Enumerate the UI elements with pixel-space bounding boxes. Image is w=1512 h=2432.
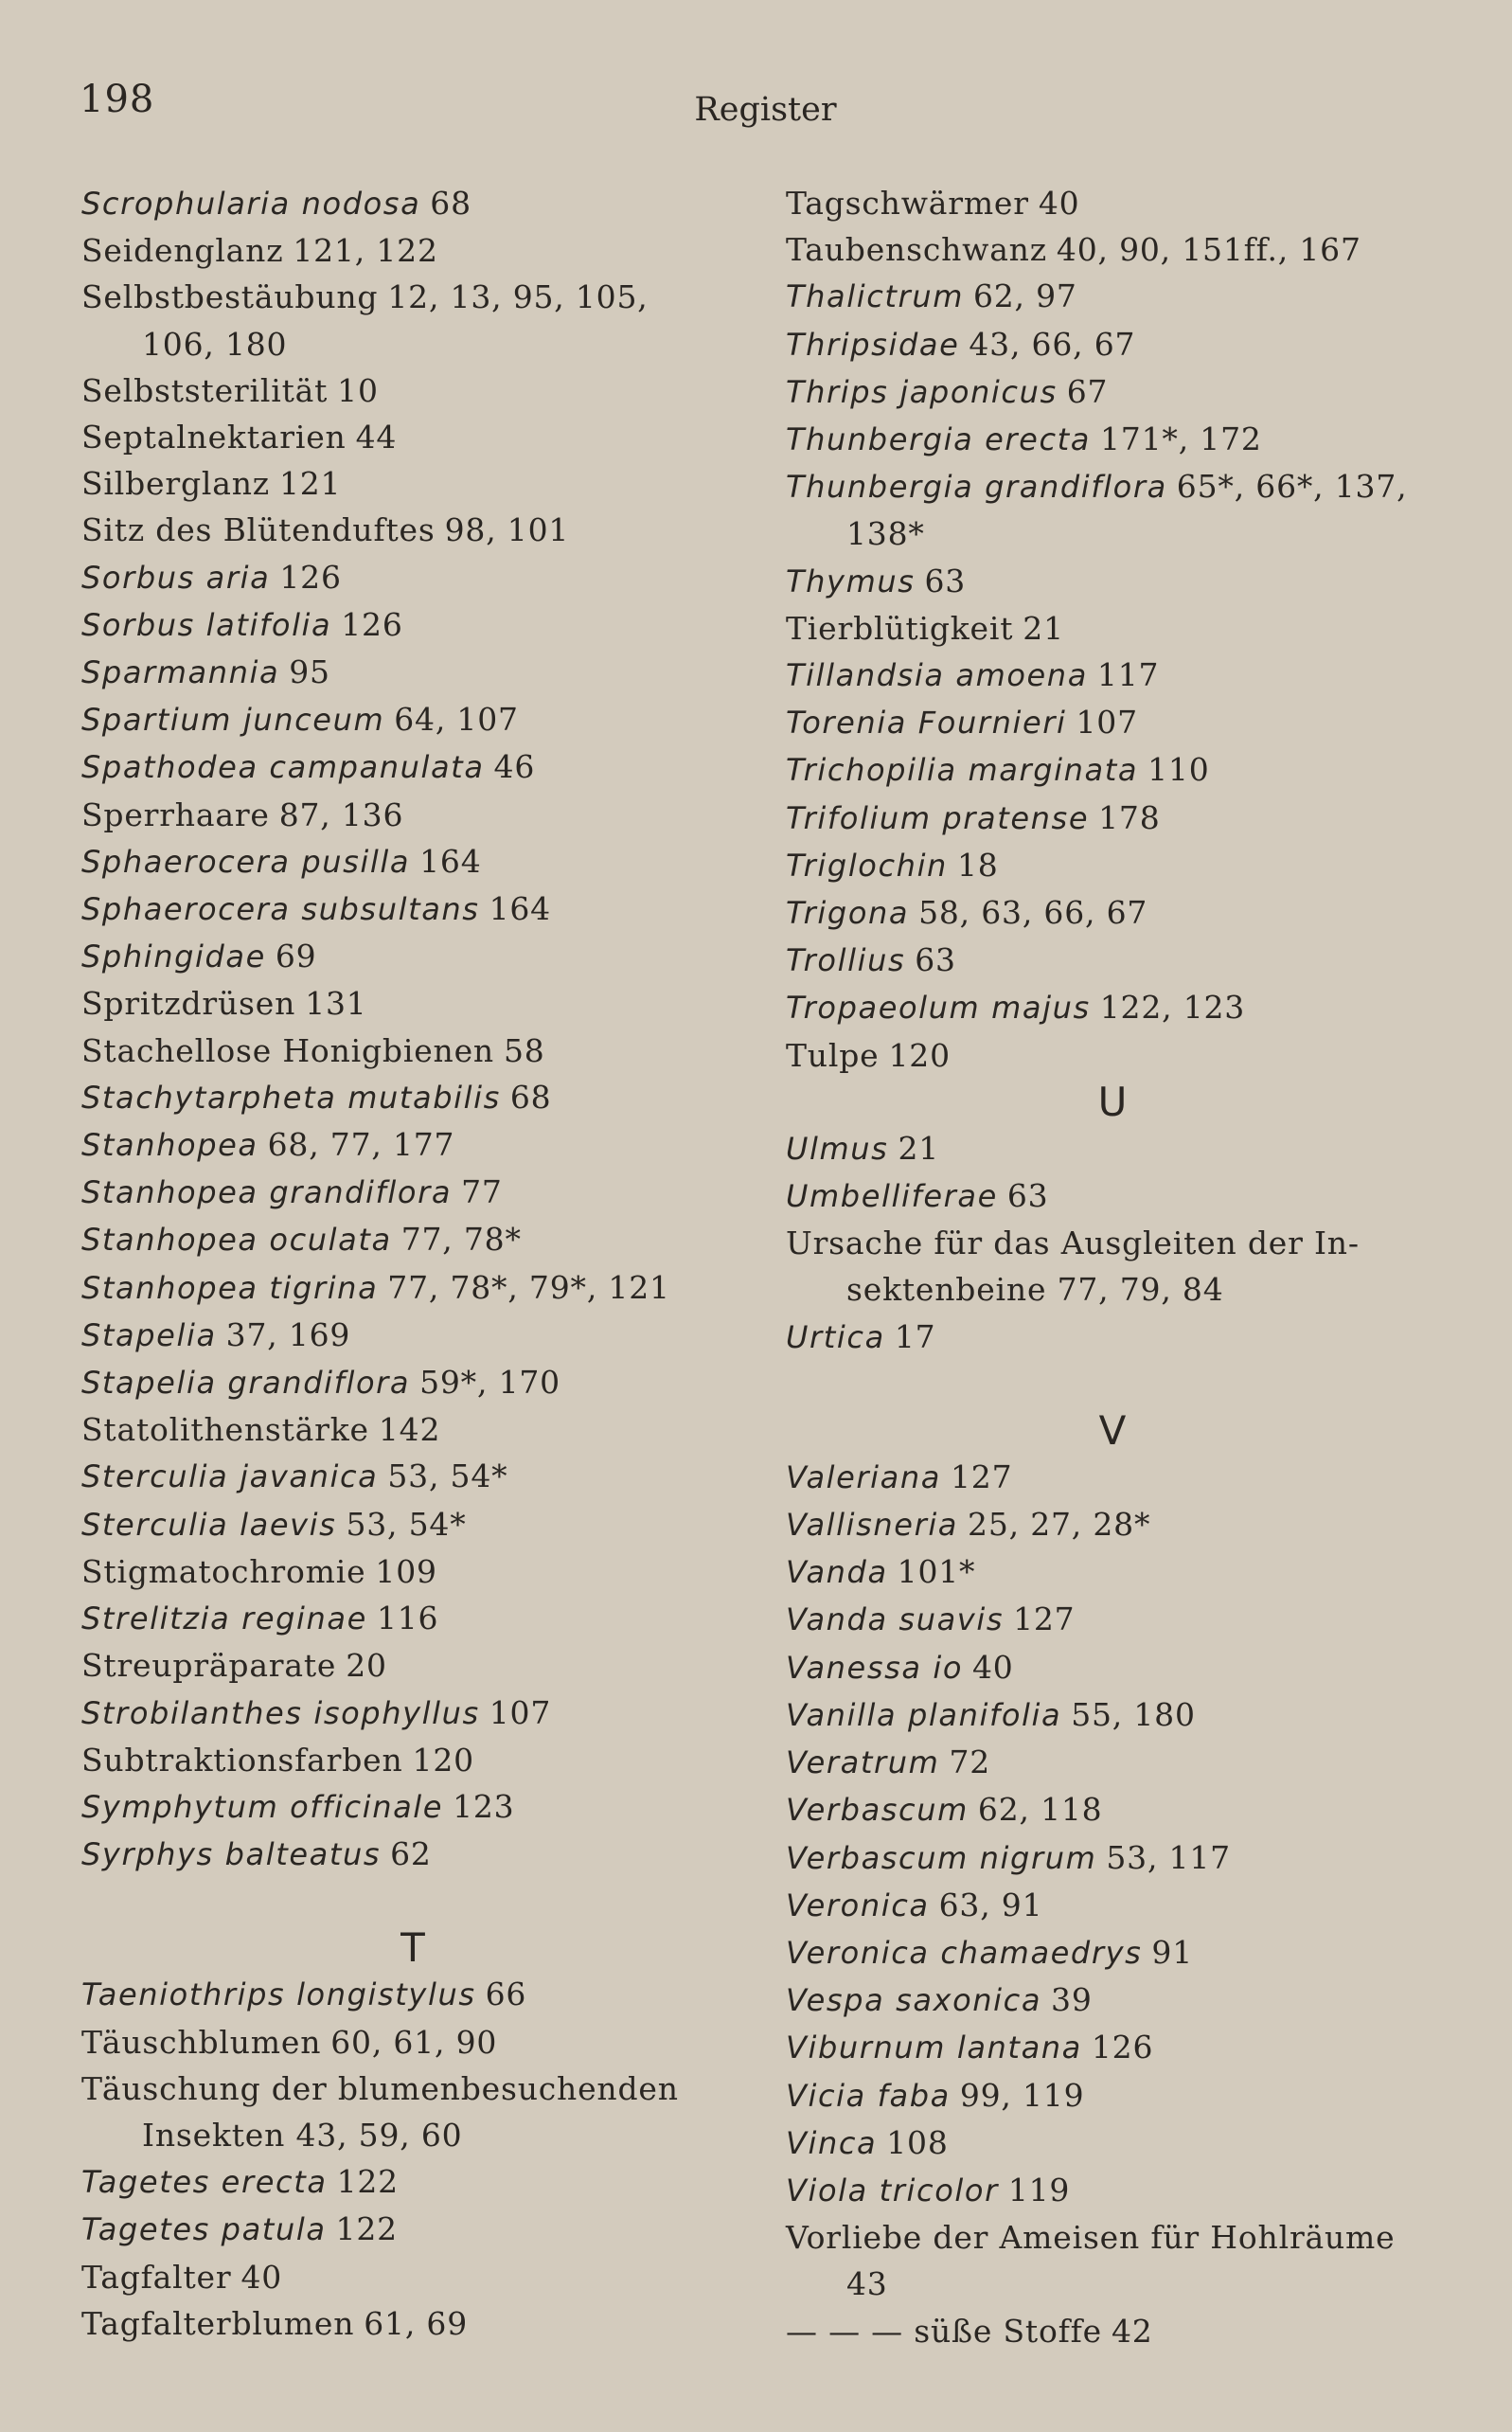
- index-page-refs: 126: [279, 558, 342, 596]
- index-term: Vorliebe der Ameisen für Hohlräume: [786, 2219, 1396, 2257]
- index-page-refs: 37, 169: [225, 1315, 351, 1353]
- index-entry: [786, 1596, 1439, 1643]
- index-term: Veronica: [786, 1887, 930, 1923]
- index-entry: [81, 2019, 744, 2065]
- running-head-title: Register: [694, 91, 837, 129]
- index-entry: [786, 652, 1439, 699]
- index-term: Scrophularia nodosa: [81, 186, 421, 222]
- index-page-refs: 21: [898, 1129, 940, 1167]
- index-term: Trollius: [786, 942, 906, 979]
- index-entry: [81, 980, 744, 1027]
- index-entry: [786, 937, 1439, 984]
- index-term: Viburnum lantana: [786, 2030, 1082, 2066]
- index-page-refs: 110: [1147, 751, 1210, 789]
- index-entry: [786, 1220, 1439, 1266]
- index-page-refs: 62: [390, 1835, 432, 1873]
- index-page-refs: 121, 122: [293, 232, 438, 270]
- index-term: Tagetes erecta: [81, 2164, 328, 2201]
- index-entry: [786, 2119, 1439, 2167]
- index-page-refs: 87, 136: [278, 796, 404, 833]
- index-term: Stanhopea grandiflora: [81, 1174, 453, 1211]
- index-entry: [81, 1074, 744, 1121]
- index-entry: [81, 1453, 744, 1500]
- index-entry: [81, 1359, 744, 1406]
- index-page-refs: 178: [1098, 798, 1161, 836]
- index-page-refs: 66: [485, 1976, 527, 2013]
- index-entry: [81, 1028, 744, 1074]
- index-page-refs: 39: [1051, 1981, 1093, 2019]
- index-term: Urtica: [786, 1318, 885, 1355]
- index-entry: [786, 2167, 1439, 2214]
- index-term: Selbstbestäubung: [81, 278, 379, 316]
- running-head: [0, 91, 1512, 129]
- index-page-refs: 127: [1013, 1600, 1076, 1638]
- index-term: Taubenschwanz: [786, 231, 1047, 269]
- index-page-refs: 25, 27, 28*: [968, 1506, 1151, 1544]
- index-term: Verbascum: [786, 1792, 969, 1829]
- index-term: Syrphys balteatus: [81, 1836, 382, 1873]
- index-entry: [81, 743, 744, 791]
- index-term: Vicia faba: [786, 2077, 951, 2114]
- index-page-refs: 53, 54*: [387, 1457, 508, 1495]
- index-term: Ulmus: [786, 1130, 889, 1167]
- index-entry: [786, 605, 1439, 652]
- index-term: Sphaerocera subsultans: [81, 891, 480, 928]
- index-page-refs: 44: [355, 419, 398, 456]
- index-term: Valeriana: [786, 1458, 941, 1495]
- index-page-refs: 119: [1007, 2171, 1071, 2208]
- index-term: Tillandsia amoena: [786, 657, 1088, 694]
- index-term: Strelitzia reginae: [81, 1600, 367, 1637]
- index-page-refs: 58, 63, 66, 67: [918, 894, 1148, 932]
- index-page-refs: 122: [336, 2163, 399, 2201]
- index-entry: [786, 1125, 1439, 1172]
- index-page-refs: 122: [335, 2210, 398, 2248]
- index-entry: [786, 1548, 1439, 1596]
- index-entry: [786, 463, 1439, 510]
- index-page-refs: 53, 54*: [346, 1505, 467, 1543]
- index-page-refs: 40: [972, 1648, 1014, 1686]
- index-page-refs: 142: [378, 1411, 441, 1449]
- index-term: Triglochin: [786, 847, 948, 884]
- index-term: Vallisneria: [786, 1507, 959, 1544]
- index-entry: [81, 1216, 744, 1263]
- index-page-refs: 67: [1066, 372, 1109, 410]
- index-term: Stapelia grandiflora: [81, 1365, 411, 1402]
- index-entry: [81, 1312, 744, 1359]
- index-entry-continuation: 106, 180: [142, 325, 288, 363]
- index-page-refs: 62, 118: [977, 1791, 1103, 1829]
- index-entry: [786, 795, 1439, 842]
- index-entry: [81, 1548, 744, 1595]
- index-page-refs: 17: [894, 1317, 936, 1355]
- section-letter: T: [400, 1924, 425, 1972]
- index-term: Septalnektarien: [81, 419, 347, 456]
- index-entry: [81, 1501, 744, 1548]
- index-entry: [786, 699, 1439, 746]
- index-term: Tagfalter: [81, 2258, 232, 2296]
- index-entry: [81, 460, 744, 507]
- index-page-refs: 53, 117: [1106, 1838, 1231, 1876]
- index-entry: [786, 1882, 1439, 1929]
- index-term: Tagfalterblumen: [81, 2304, 355, 2342]
- index-page-refs: 120: [888, 1036, 951, 1074]
- index-entry: [81, 1642, 744, 1689]
- index-term: Subtraktionsfarben: [81, 1741, 403, 1779]
- index-page-refs: 171*, 172: [1100, 420, 1262, 458]
- index-term: Vanilla planifolia: [786, 1696, 1062, 1733]
- index-entry: [786, 1834, 1439, 1882]
- index-entry: [81, 1971, 744, 2018]
- section-gap: [786, 1361, 1439, 1407]
- index-term: Sorbus latifolia: [81, 606, 332, 643]
- index-page-refs: 65*, 66*, 137,: [1176, 468, 1408, 506]
- index-entry: [81, 933, 744, 980]
- index-term: Symphytum officinale: [81, 1788, 444, 1825]
- index-term: Stachellose Honigbienen: [81, 1031, 494, 1069]
- index-page-refs: 101*: [897, 1553, 976, 1591]
- index-entry: [81, 2206, 744, 2253]
- index-term: Trifolium pratense: [786, 799, 1090, 836]
- index-term: Tagetes patula: [81, 2211, 327, 2248]
- index-page-refs: 40, 90, 151ff., 167: [1056, 231, 1361, 269]
- index-term: Thymus: [786, 563, 916, 599]
- index-page-refs: 109: [375, 1552, 437, 1590]
- index-page-refs: 126: [1091, 2029, 1154, 2066]
- index-term: Vanda: [786, 1554, 888, 1591]
- index-entry: [786, 1501, 1439, 1548]
- index-term: Viola tricolor: [786, 2172, 999, 2208]
- index-entry: [81, 2065, 744, 2112]
- index-entry: [81, 1406, 744, 1453]
- index-page-refs: 58: [503, 1031, 545, 1069]
- index-page-refs: 42: [1112, 2312, 1153, 2350]
- index-page-refs: 20: [346, 1647, 387, 1685]
- index-term: Vanda suavis: [786, 1601, 1005, 1638]
- index-page-refs: 62, 97: [972, 277, 1077, 315]
- index-entry: [81, 1737, 744, 1783]
- index-page-refs: 108: [886, 2123, 949, 2161]
- index-page-refs: 77, 78*: [400, 1221, 522, 1259]
- index-entry: [786, 368, 1439, 416]
- index-page-refs: 107: [1076, 704, 1138, 742]
- index-entry: [786, 1644, 1439, 1691]
- index-term: Selbststerilität: [81, 371, 329, 409]
- index-term: Thrips japonicus: [786, 373, 1058, 410]
- index-term: Tropaeolum majus: [786, 990, 1091, 1027]
- index-entry: [786, 273, 1439, 320]
- index-page-refs: 40: [240, 2258, 283, 2296]
- index-term: Thunbergia erecta: [786, 421, 1092, 458]
- page-number: 198: [80, 78, 155, 121]
- section-letter: V: [1098, 1406, 1127, 1454]
- index-term: Taeniothrips longistylus: [81, 1976, 476, 2013]
- index-page-refs: 120: [412, 1741, 474, 1779]
- index-term: Täuschung der blumenbesuchenden: [81, 2069, 679, 2107]
- index-entry: [81, 1595, 744, 1642]
- index-entry: [81, 2254, 744, 2300]
- index-entry: [81, 2158, 744, 2206]
- index-term: Tulpe: [786, 1036, 880, 1074]
- index-page-refs: 122, 123: [1099, 989, 1246, 1027]
- index-page-refs: 77: [461, 1173, 503, 1211]
- index-column-right: [786, 180, 1439, 2354]
- index-entry: [786, 226, 1439, 273]
- index-entry-continuation: 138*: [846, 515, 925, 553]
- index-entry: [786, 1032, 1439, 1079]
- index-entry: [81, 554, 744, 601]
- index-entry: [81, 414, 744, 460]
- index-term: Sphaerocera pusilla: [81, 843, 411, 880]
- index-entry: [786, 2024, 1439, 2071]
- index-page-refs: 60, 61, 90: [330, 2023, 498, 2061]
- index-entry: [786, 1691, 1439, 1739]
- index-term: Thripsidae: [786, 326, 960, 363]
- index-page-refs: 116: [376, 1600, 439, 1637]
- index-entry: [81, 1783, 744, 1831]
- index-term: Spritzdrüsen: [81, 985, 296, 1023]
- index-page-refs: 64, 107: [394, 701, 519, 739]
- index-page-refs: 43, 66, 67: [969, 325, 1136, 363]
- index-entry: [81, 180, 744, 227]
- index-term: Thunbergia grandiflora: [786, 469, 1167, 506]
- index-page-refs: 72: [949, 1744, 991, 1781]
- index-entry: [786, 321, 1439, 368]
- index-entry: [786, 1454, 1439, 1501]
- index-entry-continuation: 43: [846, 2265, 888, 2303]
- index-entry-continuation: Insekten 43, 59, 60: [142, 2116, 463, 2154]
- index-entry: [786, 842, 1439, 889]
- index-term: Trigona: [786, 895, 910, 932]
- index-page-refs: 61, 69: [364, 2304, 469, 2342]
- index-term: Silberglanz: [81, 465, 270, 503]
- index-term: Stanhopea oculata: [81, 1222, 392, 1259]
- index-entry: [81, 227, 744, 274]
- index-term: Vanessa io: [786, 1649, 964, 1686]
- index-term: Sterculia javanica: [81, 1458, 379, 1495]
- index-page-refs: 68: [430, 185, 471, 222]
- index-entry: [81, 792, 744, 838]
- index-page-refs: 46: [493, 748, 536, 786]
- index-entry: [81, 367, 744, 414]
- index-entry: [81, 838, 744, 885]
- index-term: Vinca: [786, 2124, 878, 2161]
- index-entry: [786, 889, 1439, 937]
- index-term: Sphingidae: [81, 939, 266, 975]
- index-entry: [81, 507, 744, 553]
- index-entry: [786, 1786, 1439, 1833]
- index-term: Sitz des Blütenduftes: [81, 511, 436, 549]
- index-page-refs: 126: [341, 605, 403, 643]
- index-entry: [81, 1264, 744, 1312]
- index-entry: [81, 1169, 744, 1216]
- index-page-refs: 91: [1151, 1933, 1194, 1971]
- index-page-refs: 69: [275, 938, 317, 975]
- index-term: Sorbus aria: [81, 559, 271, 596]
- index-page-refs: 117: [1096, 656, 1160, 694]
- index-entry: [786, 180, 1439, 226]
- index-entry: [81, 649, 744, 696]
- index-page-refs: 121: [278, 465, 342, 503]
- index-entry: [786, 1929, 1439, 1976]
- index-page-refs: 63, 91: [938, 1886, 1043, 1923]
- section-letter: U: [1097, 1078, 1128, 1125]
- index-page-refs: 95: [289, 653, 330, 691]
- index-term: Vespa saxonica: [786, 1982, 1042, 2019]
- index-term: Ursache für das Ausgleiten der In-: [786, 1225, 1360, 1262]
- index-page-refs: 107: [489, 1693, 552, 1731]
- index-page-refs: 63: [924, 562, 967, 599]
- index-term: Trichopilia marginata: [786, 752, 1139, 789]
- index-page-refs: 98, 101: [444, 511, 570, 549]
- index-page-refs: 55, 180: [1071, 1695, 1196, 1733]
- index-term: Verbascum nigrum: [786, 1839, 1097, 1876]
- index-term: Veratrum: [786, 1744, 940, 1781]
- index-term: Täuschblumen: [81, 2023, 322, 2061]
- index-term: Sperrhaare: [81, 796, 270, 833]
- index-entry: [81, 274, 744, 320]
- index-term: Seidenglanz: [81, 232, 284, 270]
- index-page-refs: 68: [509, 1078, 552, 1116]
- index-entry: [81, 1690, 744, 1737]
- index-term: Umbelliferae: [786, 1178, 998, 1215]
- index-term: Stanhopea: [81, 1127, 258, 1164]
- index-entry: [786, 984, 1439, 1031]
- index-entry: [81, 696, 744, 743]
- index-term: Stanhopea tigrina: [81, 1269, 379, 1306]
- index-page-refs: 131: [305, 985, 367, 1023]
- index-term: Streupräparate: [81, 1647, 337, 1685]
- index-page-refs: 164: [419, 842, 482, 880]
- index-term: Veronica chamaedrys: [786, 1934, 1143, 1971]
- index-entry: [786, 416, 1439, 463]
- index-page-refs: 18: [956, 846, 999, 884]
- index-term: Stachytarpheta mutabilis: [81, 1079, 501, 1116]
- index-entry: [786, 1976, 1439, 2024]
- index-term: — — — süße Stoffe: [786, 2312, 1103, 2350]
- index-entry: [786, 1172, 1439, 1220]
- index-term: Thalictrum: [786, 278, 964, 315]
- index-entry: [81, 1121, 744, 1169]
- index-page-refs: 63: [915, 941, 956, 979]
- section-gap: [81, 1878, 744, 1924]
- index-term: Tagschwärmer: [786, 185, 1029, 222]
- index-page-refs: 40: [1038, 185, 1080, 222]
- index-term: Statolithenstärke: [81, 1411, 369, 1449]
- index-entry: [81, 885, 744, 933]
- index-entry: [786, 746, 1439, 794]
- index-page-refs: 12, 13, 95, 105,: [387, 278, 649, 316]
- index-entry: [81, 2300, 744, 2347]
- index-term: Stigmatochromie: [81, 1552, 366, 1590]
- index-page-refs: 59*, 170: [419, 1364, 560, 1402]
- index-term: Spathodea campanulata: [81, 749, 485, 786]
- index-page-refs: 127: [950, 1457, 1013, 1495]
- index-page-refs: 21: [1023, 609, 1064, 647]
- index-entry: [786, 2308, 1439, 2354]
- index-term: Tierblütigkeit: [786, 609, 1014, 647]
- index-term: Torenia Fournieri: [786, 705, 1067, 742]
- index-term: Sterculia laevis: [81, 1506, 337, 1543]
- index-page-refs: 10: [337, 371, 379, 409]
- index-entry: [81, 601, 744, 649]
- index-page-refs: 99, 119: [959, 2076, 1085, 2114]
- index-page-refs: 77, 78*, 79*, 121: [387, 1268, 670, 1306]
- index-page-refs: 123: [453, 1787, 515, 1825]
- index-term: Spartium junceum: [81, 702, 385, 739]
- index-entry-continuation: sektenbeine 77, 79, 84: [846, 1271, 1224, 1309]
- index-page-refs: 164: [489, 890, 551, 928]
- index-page-refs: 63: [1006, 1177, 1049, 1215]
- index-term: Strobilanthes isophyllus: [81, 1694, 480, 1731]
- index-entry: [786, 1314, 1439, 1361]
- index-entry: [786, 2214, 1439, 2261]
- index-column-left: [81, 180, 744, 2347]
- index-entry: [786, 1739, 1439, 1786]
- index-term: Stapelia: [81, 1316, 217, 1353]
- index-page-refs: 68, 77, 177: [267, 1126, 455, 1164]
- index-entry: [786, 558, 1439, 605]
- index-term: Sparmannia: [81, 654, 280, 691]
- index-entry: [786, 2072, 1439, 2119]
- index-entry: [81, 1831, 744, 1878]
